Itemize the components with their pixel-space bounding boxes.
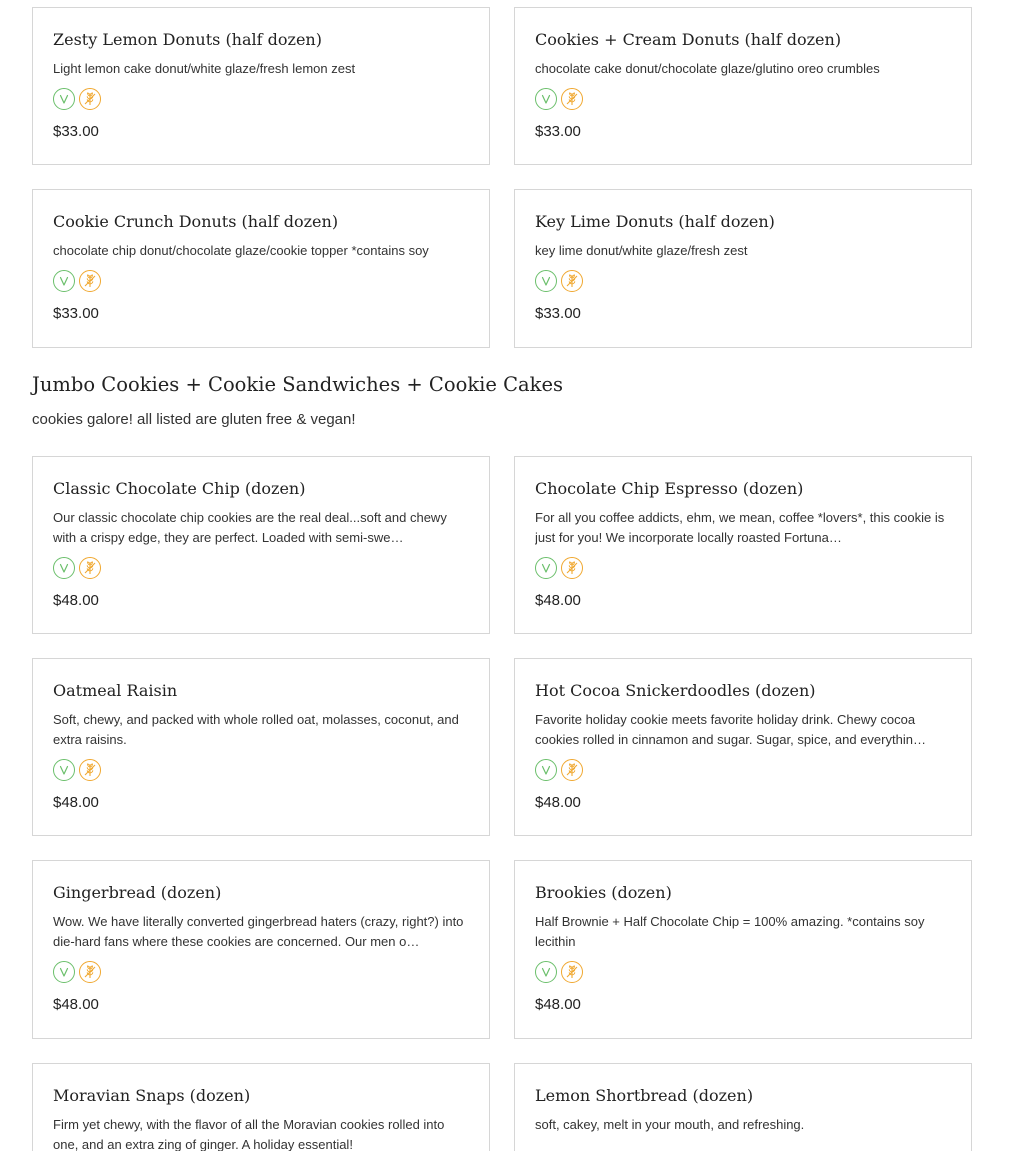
menu-item-price: $48.00	[53, 592, 99, 609]
menu-item-card[interactable]	[32, 860, 490, 1039]
menu-item-description: Soft, chewy, and packed with whole rolled oat, molasses, coconut, and extra raisins.	[53, 712, 459, 747]
menu-item-description: Favorite holiday cookie meets favorite holiday drink. Chewy cocoa cookies rolled in cinnamon and sugar. Sugar, spice, and everythin…	[535, 712, 926, 747]
gluten-free-icon	[561, 759, 583, 781]
section-title: Jumbo Cookies + Cookie Sandwiches + Cookie Cakes	[32, 373, 564, 396]
menu-item-description: chocolate cake donut/chocolate glaze/glutino oreo crumbles	[535, 61, 880, 76]
menu-item-card[interactable]	[32, 189, 490, 348]
menu-item-description: Half Brownie + Half Chocolate Chip = 100% amazing. *contains soy lecithin	[535, 914, 925, 949]
vegan-icon	[535, 557, 557, 579]
dietary-badges	[53, 758, 469, 782]
gluten-free-icon	[561, 557, 583, 579]
menu-item-description: Light lemon cake donut/white glaze/fresh lemon zest	[53, 61, 356, 76]
gluten-free-icon	[79, 961, 101, 983]
menu-item-title: Classic Chocolate Chip (dozen)	[53, 479, 306, 498]
dietary-badges	[535, 556, 951, 580]
dietary-badges	[53, 960, 469, 984]
gluten-free-icon	[79, 557, 101, 579]
menu-item-card[interactable]	[514, 189, 972, 348]
menu-item-price: $33.00	[535, 305, 581, 322]
menu-item-card[interactable]	[514, 456, 972, 634]
menu-item-title: Zesty Lemon Donuts (half dozen)	[53, 30, 322, 49]
menu-item-card[interactable]	[514, 860, 972, 1039]
menu-item-title: Chocolate Chip Espresso (dozen)	[535, 479, 804, 498]
gluten-free-icon	[561, 961, 583, 983]
dietary-badges	[535, 758, 951, 782]
menu-item-price: $48.00	[535, 794, 581, 811]
menu-item-card[interactable]	[32, 456, 490, 634]
dietary-badges	[53, 556, 469, 580]
menu-item-card[interactable]	[32, 658, 490, 836]
gluten-free-icon	[561, 270, 583, 292]
menu-item-description: key lime donut/white glaze/fresh zest	[535, 243, 748, 258]
menu-item-title: Moravian Snaps (dozen)	[53, 1086, 251, 1105]
vegan-icon	[53, 88, 75, 110]
menu-item-price: $48.00	[53, 996, 99, 1013]
vegan-icon	[53, 557, 75, 579]
section-description: cookies galore! all listed are gluten free & vegan!	[32, 411, 356, 428]
menu-item-title: Gingerbread (dozen)	[53, 883, 222, 902]
menu-item-description: Firm yet chewy, with the flavor of all the Moravian cookies rolled into one, and an extra zing of ginger. A holiday essential!	[53, 1117, 445, 1151]
menu-item-description: Our classic chocolate chip cookies are the real deal...soft and chewy with a crispy edge, they are perfect. Loaded with semi-swe…	[53, 510, 447, 545]
dietary-badges	[535, 269, 951, 293]
menu-item-price: $48.00	[535, 996, 581, 1013]
gluten-free-icon	[561, 88, 583, 110]
vegan-icon	[535, 759, 557, 781]
menu-item-description: For all you coffee addicts, ehm, we mean, coffee *lovers*, this cookie is just for you! We incorporate locally roasted Fortuna…	[535, 510, 945, 545]
vegan-icon	[53, 759, 75, 781]
menu-item-description: chocolate chip donut/chocolate glaze/cookie topper *contains soy	[53, 243, 429, 258]
menu-item-price: $33.00	[53, 305, 99, 322]
menu-item-title: Hot Cocoa Snickerdoodles (dozen)	[535, 681, 816, 700]
gluten-free-icon	[79, 88, 101, 110]
menu-item-card[interactable]	[32, 1063, 490, 1151]
menu-item-price: $33.00	[53, 123, 99, 140]
menu-item-title: Brookies (dozen)	[535, 883, 672, 902]
menu-item-price: $48.00	[53, 794, 99, 811]
menu-item-description: Wow. We have literally converted gingerbread haters (crazy, right?) into die-hard fans where these cookies are concerned. Our men o…	[53, 914, 464, 949]
dietary-badges	[535, 960, 951, 984]
vegan-icon	[535, 88, 557, 110]
menu-item-title: Cookies + Cream Donuts (half dozen)	[535, 30, 842, 49]
dietary-badges	[53, 269, 469, 293]
menu-item-title: Key Lime Donuts (half dozen)	[535, 212, 775, 231]
menu-item-title: Lemon Shortbread (dozen)	[535, 1086, 754, 1105]
gluten-free-icon	[79, 759, 101, 781]
menu-item-title: Oatmeal Raisin	[53, 681, 178, 700]
gluten-free-icon	[79, 270, 101, 292]
vegan-icon	[535, 270, 557, 292]
menu-item-card[interactable]	[514, 658, 972, 836]
vegan-icon	[53, 270, 75, 292]
menu-item-description: soft, cakey, melt in your mouth, and refreshing.	[535, 1117, 805, 1132]
menu-item-card[interactable]	[32, 7, 490, 165]
dietary-badges	[53, 87, 469, 111]
menu-item-price: $48.00	[535, 592, 581, 609]
menu-item-card[interactable]	[514, 1063, 972, 1151]
menu-item-price: $33.00	[535, 123, 581, 140]
dietary-badges	[535, 87, 951, 111]
menu-item-card[interactable]	[514, 7, 972, 165]
vegan-icon	[53, 961, 75, 983]
menu-item-title: Cookie Crunch Donuts (half dozen)	[53, 212, 339, 231]
vegan-icon	[535, 961, 557, 983]
